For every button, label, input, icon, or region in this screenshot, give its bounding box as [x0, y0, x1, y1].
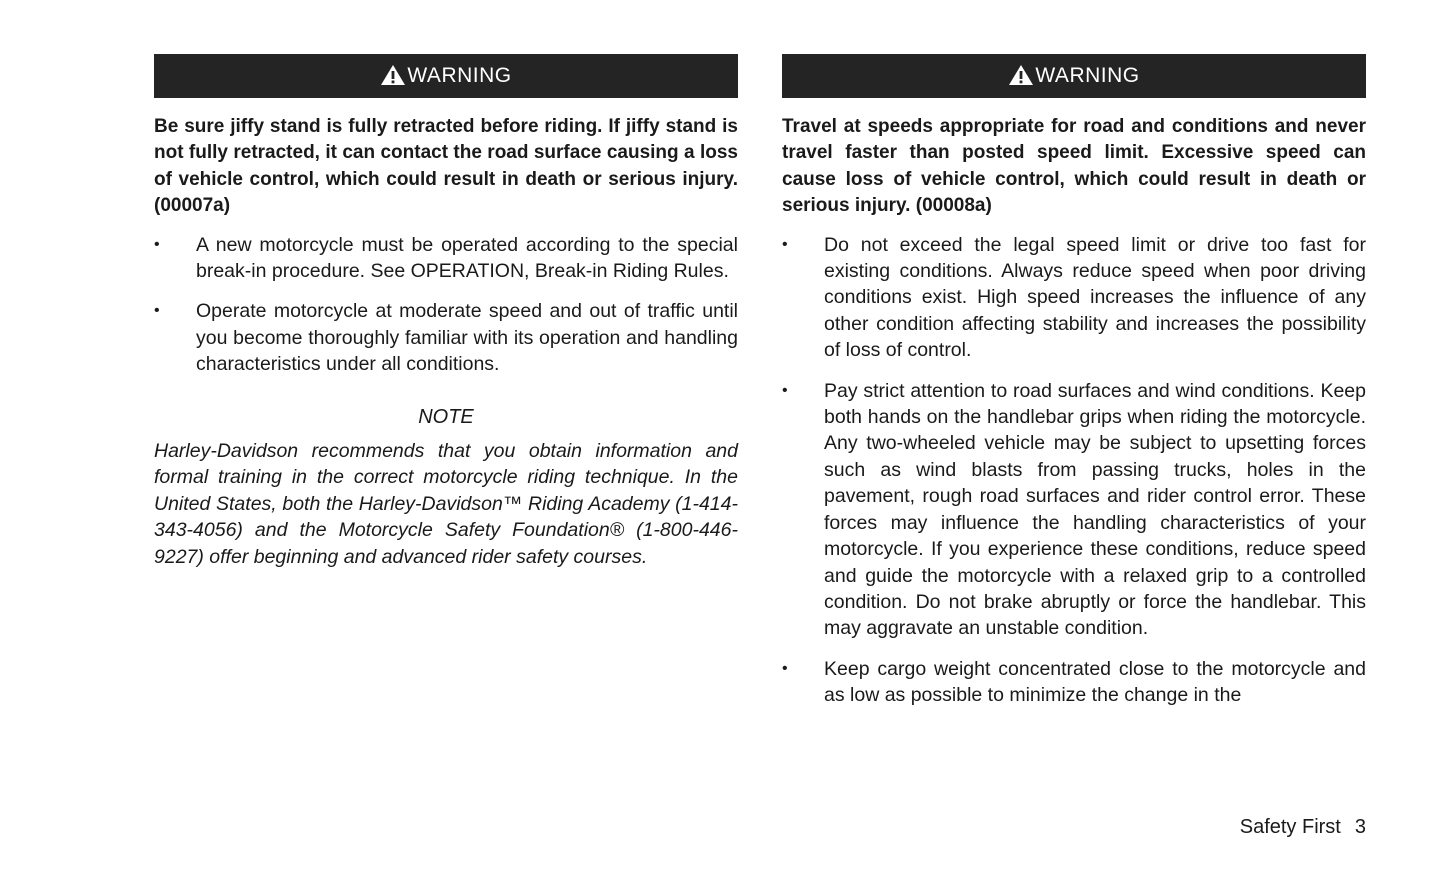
list-item: • Do not exceed the legal speed limit or drive too fast for existing conditions. Always reduce speed when poor driving conditions exist. High speed increases the influence of any other condition affecting stability and increases the possibility of loss of control. — [782, 233, 1366, 362]
bullet-list — [154, 232, 738, 378]
note-title: NOTE — [418, 405, 474, 428]
list-item: • Keep cargo weight concentrated close to the motorcycle and as low as possible to minimize the change in the — [782, 657, 1366, 707]
section-title: Safety First — [1239, 816, 1341, 838]
bullet-list — [782, 232, 1366, 709]
left-column — [154, 54, 738, 571]
warning-text: Be sure jiffy stand is fully retracted before riding. If jiffy stand is not fully retracted, it can contact the road surface causing a loss of vehicle control, which could result in death or serious injury. (00007a) — [154, 116, 738, 217]
warning-label: WARNING — [1035, 64, 1140, 87]
bullet-icon: • — [782, 381, 788, 399]
bullet-icon: • — [154, 235, 160, 253]
page-number: 3 — [1354, 816, 1366, 838]
right-column — [782, 54, 1366, 723]
warning-label: WARNING — [407, 64, 512, 87]
list-item: • Operate motorcycle at moderate speed and out of traffic until you become thoroughly familiar with its operation and handling characteristics under all conditions. — [154, 300, 738, 376]
warning-triangle-icon — [380, 64, 406, 86]
bullet-icon: • — [782, 659, 788, 677]
warning-text: Travel at speeds appropriate for road and conditions and never travel faster than posted speed limit. Excessive speed can cause loss of vehicle control, which could result in death or serious injury. (00008a) — [782, 116, 1366, 217]
page-footer — [1150, 816, 1366, 839]
warning-banner — [154, 54, 738, 98]
bullet-icon: • — [782, 235, 788, 253]
list-item: • A new motorcycle must be operated according to the special break-in procedure. See OPERATION, Break-in Riding Rules. — [154, 233, 738, 283]
warning-banner — [782, 54, 1366, 98]
list-item: • Pay strict attention to road surfaces and wind conditions. Keep both hands on the handlebar grips when riding the motorcycle. Any two-wheeled vehicle may be subject to upsetting forces such as wind blasts from passing trucks, holes in the pavement, rough road surfaces and rider control error. These forces may influence the handling characteristics of your motorcycle. If you experience these conditions, reduce speed and guide the motorcycle with a relaxed grip to a controlled condition. Do not brake abruptly or force the handlebar. This may aggravate an unstable condition. — [782, 379, 1366, 640]
note-text: Harley-Davidson recommends that you obtain information and formal training in the correct motorcycle riding technique. In the United States, both the Harley-Davidson™ Riding Academy (1-414-343-4056) and the Motorcycle Safety Foundation® (1-800-446-9227) offer beginning and advanced rider safety courses. — [154, 439, 738, 569]
warning-triangle-icon — [1008, 64, 1034, 86]
bullet-icon: • — [154, 302, 160, 320]
